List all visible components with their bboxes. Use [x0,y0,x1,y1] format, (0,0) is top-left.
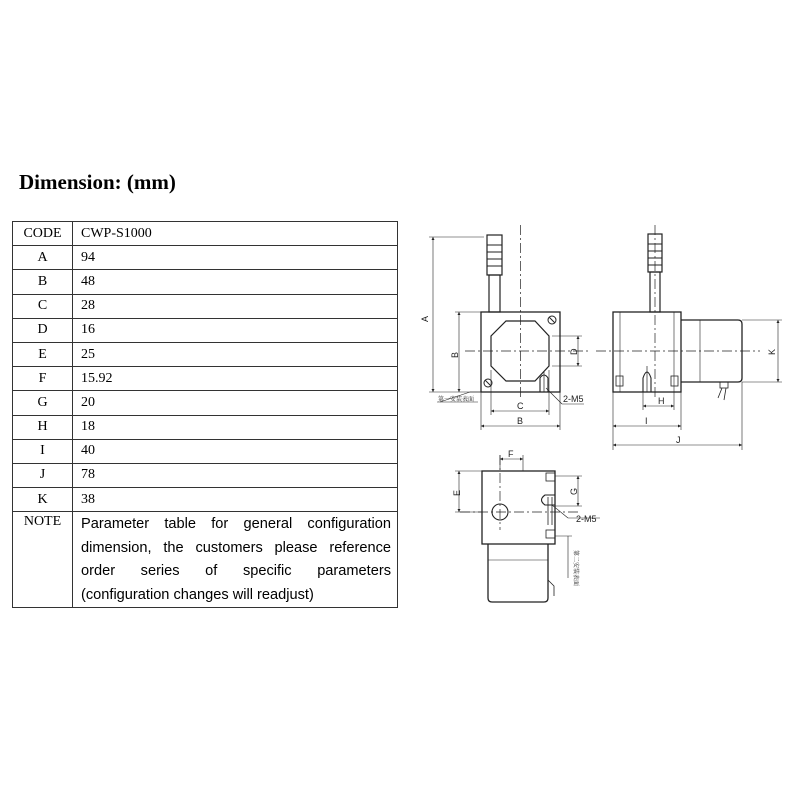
mount-surface-label-2: 第二安装表面 [572,550,578,587]
header-code-cell: CODE [13,222,73,246]
code-cell: D [13,318,73,342]
thread-label-top: 2-M5 [576,514,597,524]
value-cell: 40 [73,439,398,463]
value-cell: 15.92 [73,367,398,391]
value-cell: 78 [73,463,398,487]
note-text: Parameter table for general configuration dimension, the customers please reference order series of specific parameters (configuration changes will readjust) [81,516,391,603]
mount-surface-label: 第一安装表面 [438,397,475,403]
side-view [596,225,782,450]
label-b-horizontal: B [517,416,524,426]
value-cell: 28 [73,294,398,318]
label-i: I [645,416,648,426]
note-code-cell: NOTE [13,512,73,608]
value-cell: 25 [73,342,398,366]
label-e: E [452,489,462,496]
value-cell: 20 [73,391,398,415]
label-k: K [767,348,777,355]
value-cell: 94 [73,246,398,270]
label-d: D [569,348,579,355]
code-cell: E [13,342,73,366]
label-c: C [517,401,524,411]
code-cell: F [13,367,73,391]
label-a: A [420,315,430,322]
page-title: Dimension: (mm) [19,170,176,194]
value-cell: 16 [73,318,398,342]
thread-label-front: 2-M5 [563,394,584,404]
code-cell: H [13,415,73,439]
code-cell: J [13,463,73,487]
label-h: H [658,396,665,406]
header-model-cell: CWP-S1000 [73,222,398,246]
code-cell: G [13,391,73,415]
label-b-vertical: B [450,351,460,358]
value-cell: 48 [73,270,398,294]
value-cell: 18 [73,415,398,439]
code-cell: C [13,294,73,318]
label-f: F [508,449,514,459]
label-g: G [569,487,579,495]
code-cell: A [13,246,73,270]
code-cell: I [13,439,73,463]
value-cell: 38 [73,488,398,512]
code-cell: K [13,488,73,512]
label-j: J [676,435,681,445]
code-cell: B [13,270,73,294]
